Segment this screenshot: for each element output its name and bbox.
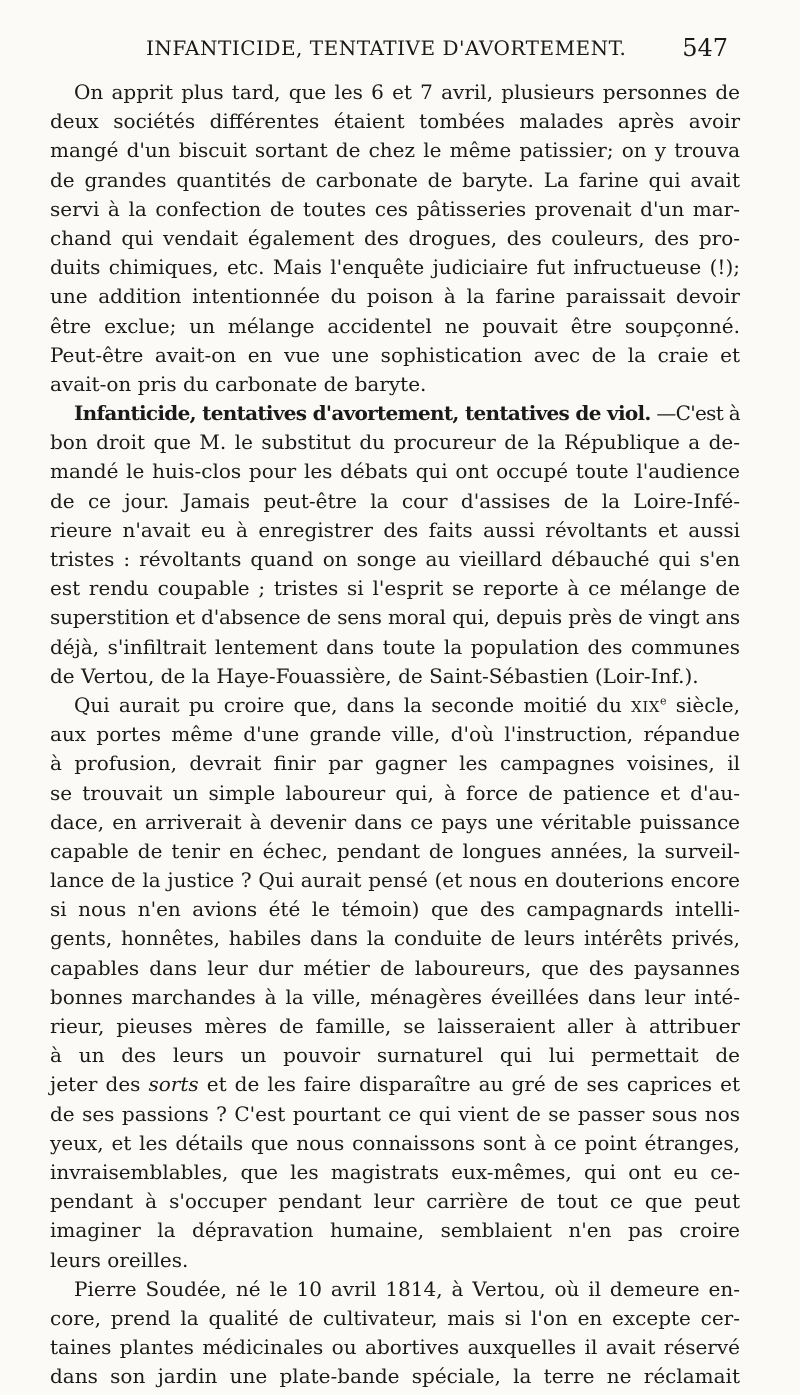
text-line: dace, en arriverait à devenir dans ce pays une véritable puissance [50,809,740,834]
paragraph [50,78,740,399]
text-line: se trouvait un simple laboureur qui, à force de patience et d'au- [50,780,740,805]
heading-rest: —C'est à [650,401,741,426]
text-line: deux sociétés différentes étaient tombées malades après avoir [50,109,740,134]
text-line: mandé le huis-clos pour les débats qui ont occupé toute l'audience [50,459,740,484]
text-line: Pierre Soudée, né le 10 avril 1814, à Vertou, où il demeure en- [74,1276,740,1301]
paragraph [50,399,740,691]
page-header [56,34,734,70]
text-line: mangé d'un biscuit sortant de chez le même patissier; on y trouva [50,138,740,163]
text-line: de ses passions ? C'est pourtant ce qui vient de se passer sous nos [50,1101,740,1126]
text-line: leurs oreilles. [50,1247,189,1272]
text-line: de grandes quantités de carbonate de baryte. La farine qui avait [50,167,740,192]
text-fragment: jeter des [50,1072,149,1097]
text-line: à profusion, devrait finir par gagner les campagnes voisines, il [50,751,740,776]
text-line: core, prend la qualité de cultivateur, mais si l'on en excepte cer- [50,1305,740,1330]
running-title: INFANTICIDE, TENTATIVE D'AVORTEMENT. [146,36,627,60]
text-line: yeux, et les détails que nous connaissons sont à ce point étranges, [50,1130,740,1155]
text-line: tristes : révoltants quand on songe au vieillard débauché qui s'en [50,547,740,571]
paragraph [50,691,740,1275]
text-line [50,691,740,720]
text-line: imaginer la dépravation humaine, semblaient n'en pas croire [50,1218,740,1243]
text-line: capables dans leur dur métier de laboureurs, que des paysannes [50,955,740,980]
text-line: lance de la justice ? Qui aurait pensé (et nous en douterions encore [50,868,740,893]
page-number: 547 [682,34,728,62]
text-line: chand qui vendait également des drogues, des couleurs, des pro- [50,225,740,250]
text-line: de Vertou, de la Haye-Fouassière, de Saint-Sébastien (Loir-Inf.). [50,663,699,688]
superscript: e [659,694,667,708]
text-line: rieure n'avait eu à enregistrer des faits aussi révoltants et aussi [50,517,740,542]
text-line: superstition et d'absence de sens moral qui, depuis près de vingt ans [50,605,740,630]
text-line: servi à la confection de toutes ces pâtisseries provenait d'un mar- [50,196,740,221]
century-numeral: XIX [631,697,660,716]
section-heading: Infanticide, tentatives d'avortement, tentatives de viol. [74,401,651,426]
text-line: duits chimiques, etc. Mais l'enquête judiciaire fut infructueuse (!); [50,255,740,280]
text-line: On apprit plus tard, que les 6 et 7 avril, plusieurs personnes de [74,80,740,104]
text-line: être exclue; un mélange accidentel ne pouvait être soupçonné. [50,313,740,338]
paragraph [50,1275,740,1392]
text-line: taines plantes médicinales ou abortives auxquelles il avait réservé [50,1335,740,1360]
text-line: une addition intentionnée du poison à la farine paraissait devoir [50,284,740,309]
text-line: bon droit que M. le substitut du procureur de la République a de- [50,430,740,455]
text-line: de ce jour. Jamais peut-être la cour d'assises de la Loire-Infé- [50,488,740,513]
text-fragment: siècle, [666,692,740,717]
text-line: bonnes marchandes à la ville, ménagères éveillées dans leur inté- [50,984,740,1009]
italic-word: sorts [148,1072,199,1097]
section-heading-line [50,399,740,428]
text-line: est rendu coupable ; tristes si l'esprit se reporte à ce mélange de [50,576,740,601]
text-line: aux portes même d'une grande ville, d'où l'instruction, répandue [50,722,740,747]
body-text [50,78,740,1391]
text-fragment: Qui aurait pu croire que, dans la seconde moitié du [74,692,632,717]
text-line [50,1070,740,1099]
text-line: à un des leurs un pouvoir surnaturel qui lui permettait de [50,1043,740,1068]
text-line: avait-on pris du carbonate de baryte. [50,371,427,396]
text-line: invraisemblables, que les magistrats eux-mêmes, qui ont eu ce- [50,1159,740,1184]
text-line: pendant à s'occuper pendant leur carrière de tout ce que peut [50,1189,740,1214]
text-line: déjà, s'infiltrait lentement dans toute la population des communes [50,634,740,659]
text-line: dans son jardin une plate-bande spéciale, la terre ne réclamait [50,1364,740,1389]
text-fragment: et de les faire disparaître au gré de ses caprices et [198,1072,740,1097]
text-line: capable de tenir en échec, pendant de longues années, la surveil- [50,838,740,863]
text-line: si nous n'en avions été le témoin) que des campagnards intelli- [50,897,740,922]
text-line: Peut-être avait-on en vue une sophistication avec de la craie et [50,342,740,367]
text-line: gents, honnêtes, habiles dans la conduite de leurs intérêts privés, [50,926,740,951]
text-line: rieur, pieuses mères de famille, se laisseraient aller à attribuer [50,1014,740,1038]
